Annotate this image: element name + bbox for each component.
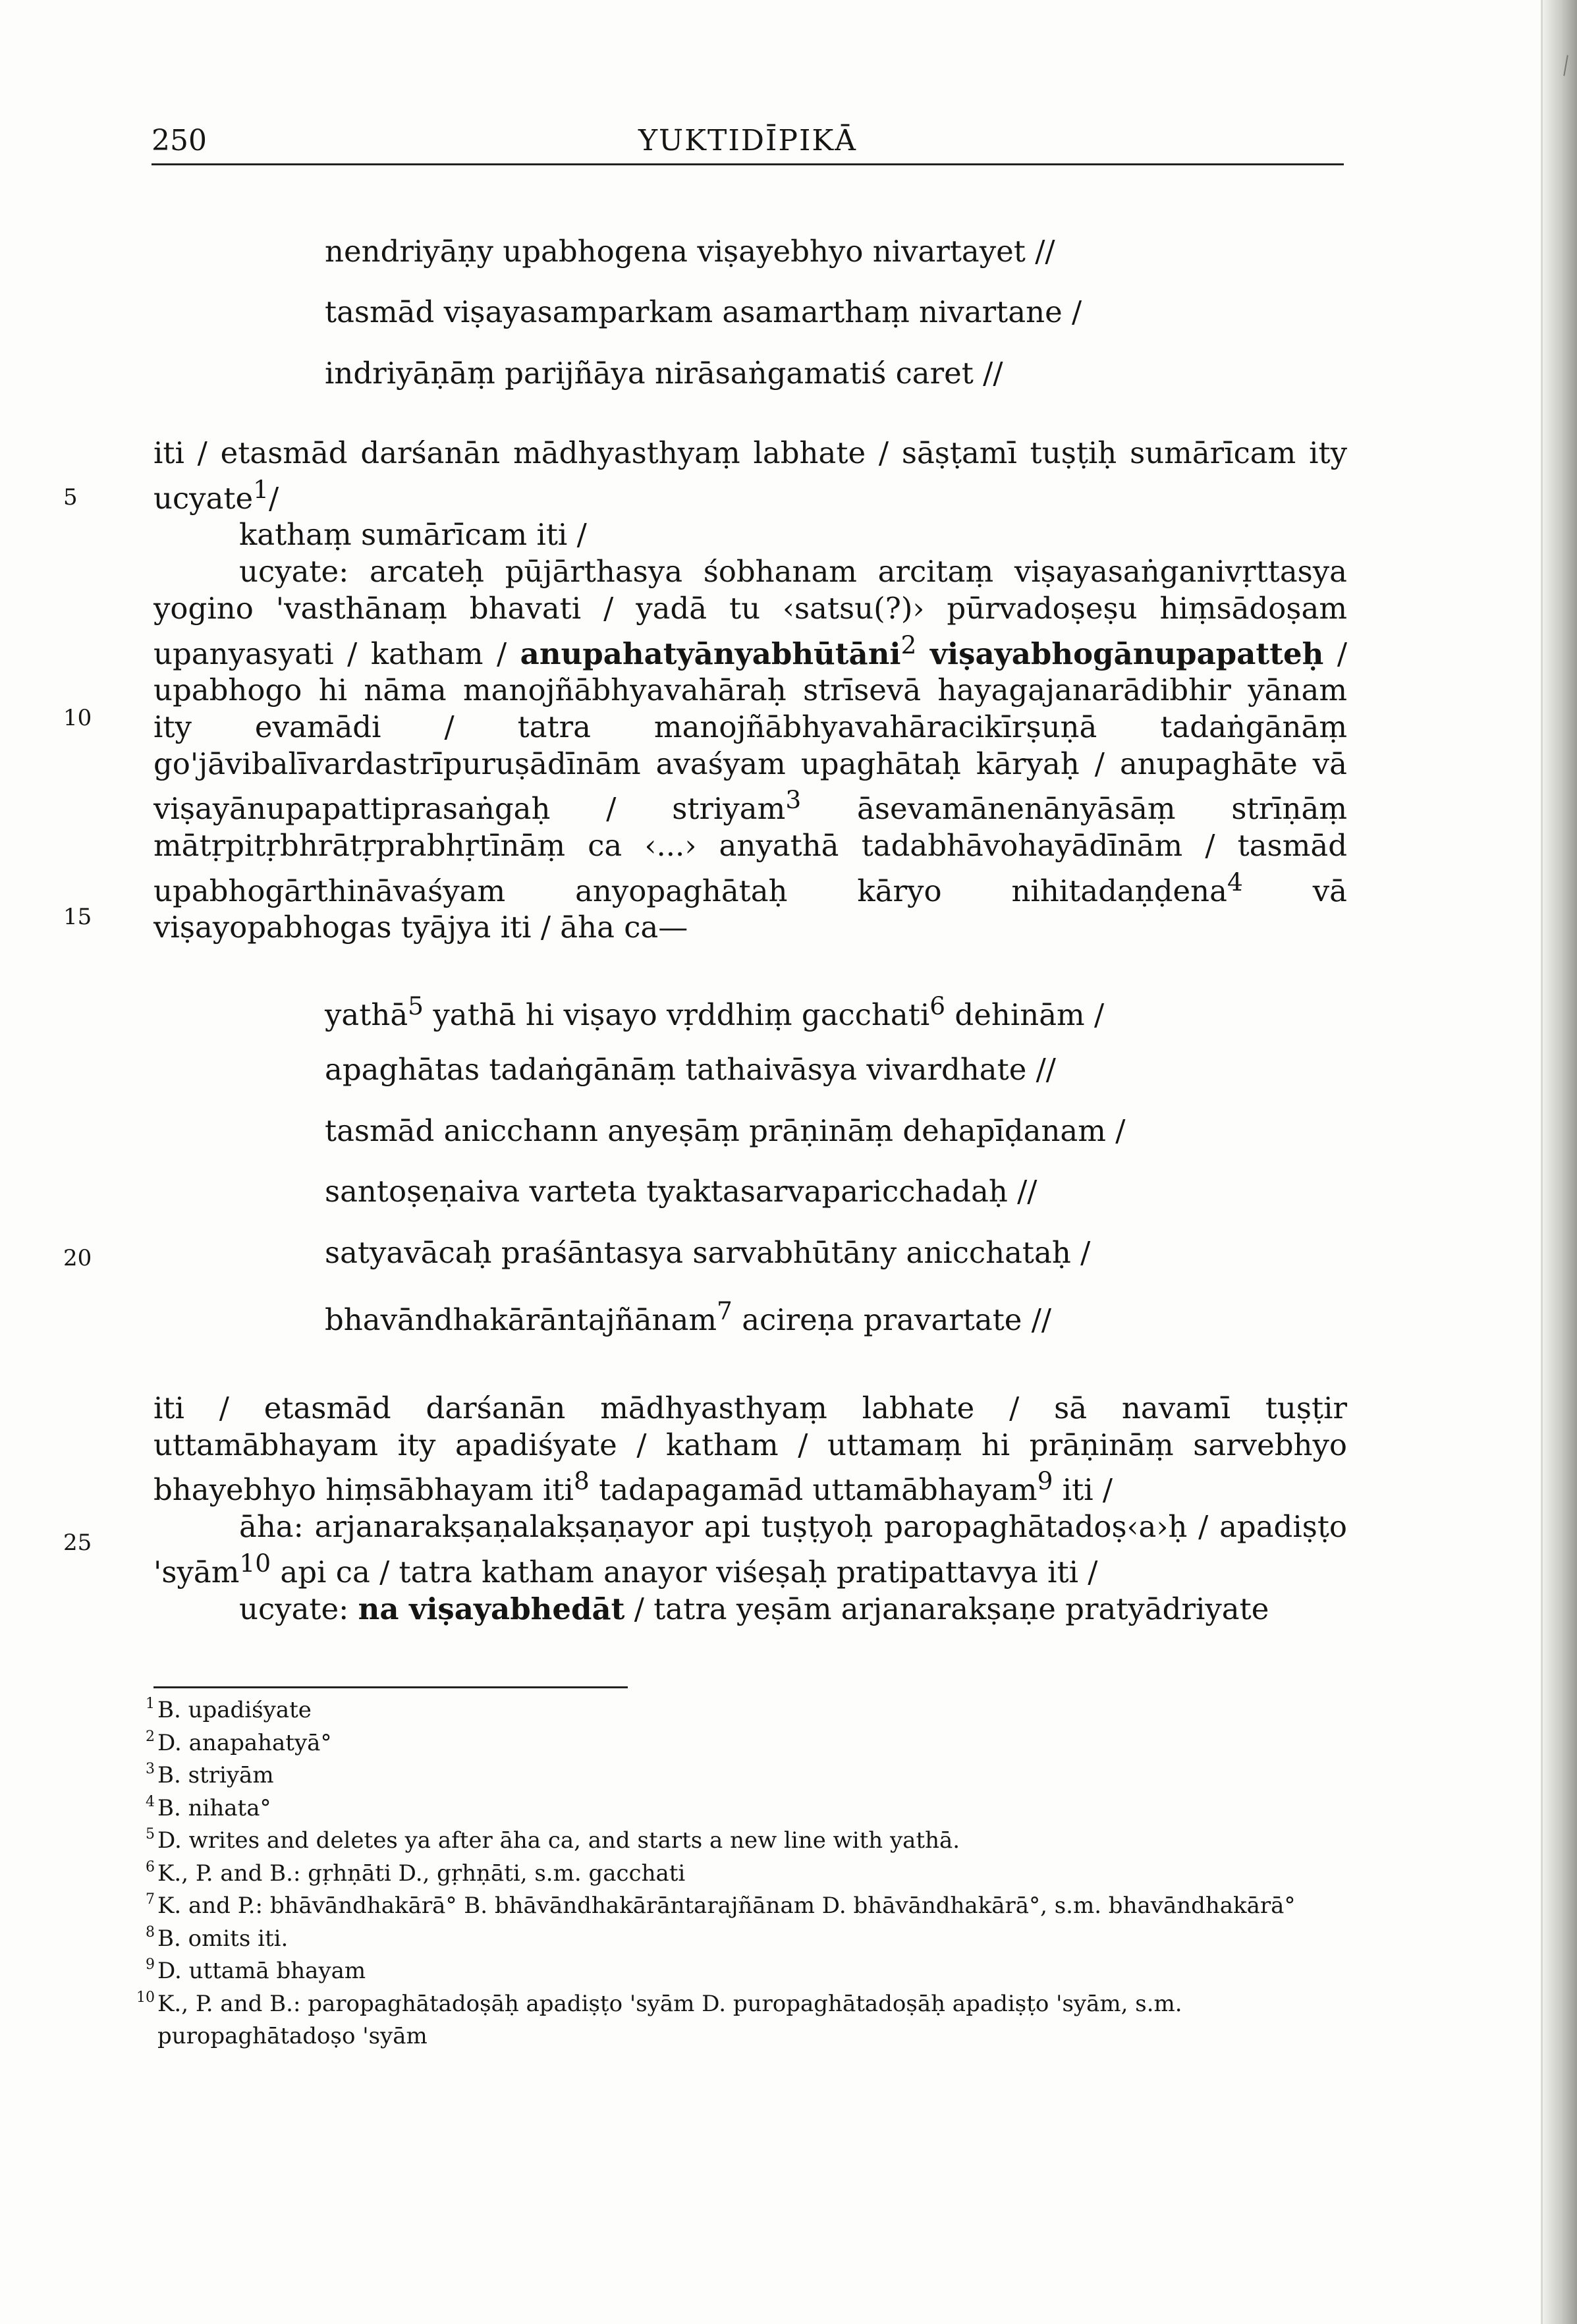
line-number: 25	[63, 1530, 92, 1556]
paragraph: iti / etasmād darśanān mādhyasthyaṃ labhate / sā navamī tuṣṭir uttamābhayam ity apadiśyate / katham / uttamaṃ hi prāṇināṃ sarvebhyo bhayebhyo hiṃsābhayam iti$^8$ tadapagamād uttamābhayam$^9$ iti /	[153, 1391, 1347, 1508]
header-rule	[152, 163, 1344, 165]
footnote: 9 D. uttamā bhayam	[146, 1956, 366, 1984]
footnotes	[135, 1694, 1354, 2053]
verse-line: bhavāndhakārāntajñānam$^7$ acireṇa pravartate //	[325, 1296, 1052, 1337]
line-number: 15	[63, 904, 92, 930]
verse-line: nendriyāṇy upabhogena viṣayebhyo nivartayet //	[325, 234, 1055, 269]
prose-block-1	[153, 435, 1347, 946]
paragraph: kathaṃ sumārīcam iti /	[239, 517, 587, 553]
footnote-ref: 8	[573, 1466, 590, 1496]
running-header	[152, 124, 1344, 170]
prose-block-2	[153, 1390, 1347, 1627]
verse-line: satyavācaḥ praśāntasya sarvabhūtāny anicchataḥ /	[325, 1235, 1091, 1270]
footnote: 6 K., P. and B.: gṛhṇāti D., gṛhṇāti, s.m. gacchati	[146, 1858, 686, 1887]
verse-line: tasmād anicchann anyeṣāṃ prāṇināṃ dehapīḍanam /	[325, 1113, 1126, 1148]
page-number: 250	[152, 124, 207, 157]
footnote: 10 K., P. and B.: paropaghātadoṣāḥ apadiṣṭo 'syām D. puropaghātadoṣāḥ apadiṣṭo 'syām, s.m. puropaghātadoṣo 'syām	[136, 1989, 1182, 2049]
verse-line: tasmād viṣayasamparkam asamarthaṃ nivartane /	[325, 294, 1082, 329]
verse-line: yathā$^5$ yathā hi viṣayo vṛddhiṃ gacchati$^6$ dehinām /	[325, 991, 1105, 1032]
line-number: 10	[63, 705, 92, 731]
verse-line: indriyāṇāṃ parijñāya nirāsaṅgamatiś caret //	[325, 356, 1003, 391]
footnote-rule	[153, 1686, 628, 1688]
verse-line: santoṣeṇaiva varteta tyaktasarvaparicchadaḥ //	[325, 1174, 1038, 1209]
paragraph: āha: arjanarakṣaṇalakṣaṇayor api tuṣṭyoḥ paropaghātadoṣ‹a›ḥ / apadiṣṭo 'syām$^{10}$ api ca / tatra katham anayor viśeṣaḥ pratipattavya iti /	[153, 1509, 1347, 1590]
footnote-ref: 2	[900, 630, 917, 659]
footnote: 5 D. writes and deletes ya after āha ca, and starts a new line with yathā.	[146, 1826, 960, 1854]
footnote: 3 B. striyām	[146, 1761, 274, 1788]
paragraph: ucyate: na viṣayabhedāt / tatra yeṣām arjanarakṣaṇe pratyādriyate	[239, 1591, 1269, 1626]
footnote: 2 D. anapahatyā°	[146, 1728, 332, 1756]
line-number: 20	[63, 1245, 92, 1271]
footnote: 4 B. nihata°	[146, 1793, 271, 1821]
footnote: 8 B. omits iti.	[146, 1923, 289, 1952]
verse-line: apaghātas tadaṅgānāṃ tathaivāsya vivardhate //	[325, 1052, 1056, 1087]
footnote-ref: 1	[253, 474, 269, 504]
footnote-ref: 9	[1037, 1466, 1053, 1496]
page-edge-shadow	[1543, 0, 1577, 2324]
paragraph: iti / etasmād darśanān mādhyasthyaṃ labhate / sāṣṭamī tuṣṭiḥ sumārīcam ity ucyate$^1$/	[153, 435, 1347, 516]
footnote-ref: 4	[1227, 867, 1243, 897]
footnote-ref: 10	[239, 1548, 271, 1578]
footnote-ref: 3	[785, 785, 802, 815]
footnote: 1 B. upadiśyate	[146, 1696, 312, 1723]
paragraph: ucyate: arcateḥ pūjārthasya śobhanam arcitaṃ viṣayasaṅganivṛttasya yogino 'vasthānaṃ bhavati / yadā tu ‹satsu(?)› pūrvadoṣeṣu hiṃsādoṣam upanyasyati / katham / anupahatyānyabhūtāni$^2$ viṣayabhogānupapatteḥ / upabhogo hi nāma manojñābhyavahāraḥ strīsevā hayagajanarādibhir yānam ity evamādi / tatra manojñābhyavahāracikīrṣuṇā tadaṅgānāṃ go'jāvibalīvardastrīpuruṣādīnām avaśyam upaghātaḥ kāryaḥ / anupaghāte vā viṣayānupapattiprasaṅgaḥ / striyam$^3$ āsevamānenānyāsāṃ strīṇāṃ mātṛpitṛbhrātṛprabhṛtīnāṃ ca ‹...› anyathā tadabhāvohayādīnām / tasmād upabhogārthināvaśyam anyopaghātaḥ kāryo nihitadaṇḍena$^4$ vā viṣayopabhogas tyājya iti / āha ca—	[153, 554, 1348, 945]
page-edge-line	[1541, 0, 1543, 2324]
line-number: 5	[63, 484, 78, 511]
running-title: YUKTIDĪPIKĀ	[638, 124, 858, 157]
footnote: 7 K. and P.: bhāvāndhakārā° B. bhāvāndhakārāntarajñānam D. bhāvāndhakārā°, s.m. bhavāndhakārā°	[146, 1891, 1296, 1919]
